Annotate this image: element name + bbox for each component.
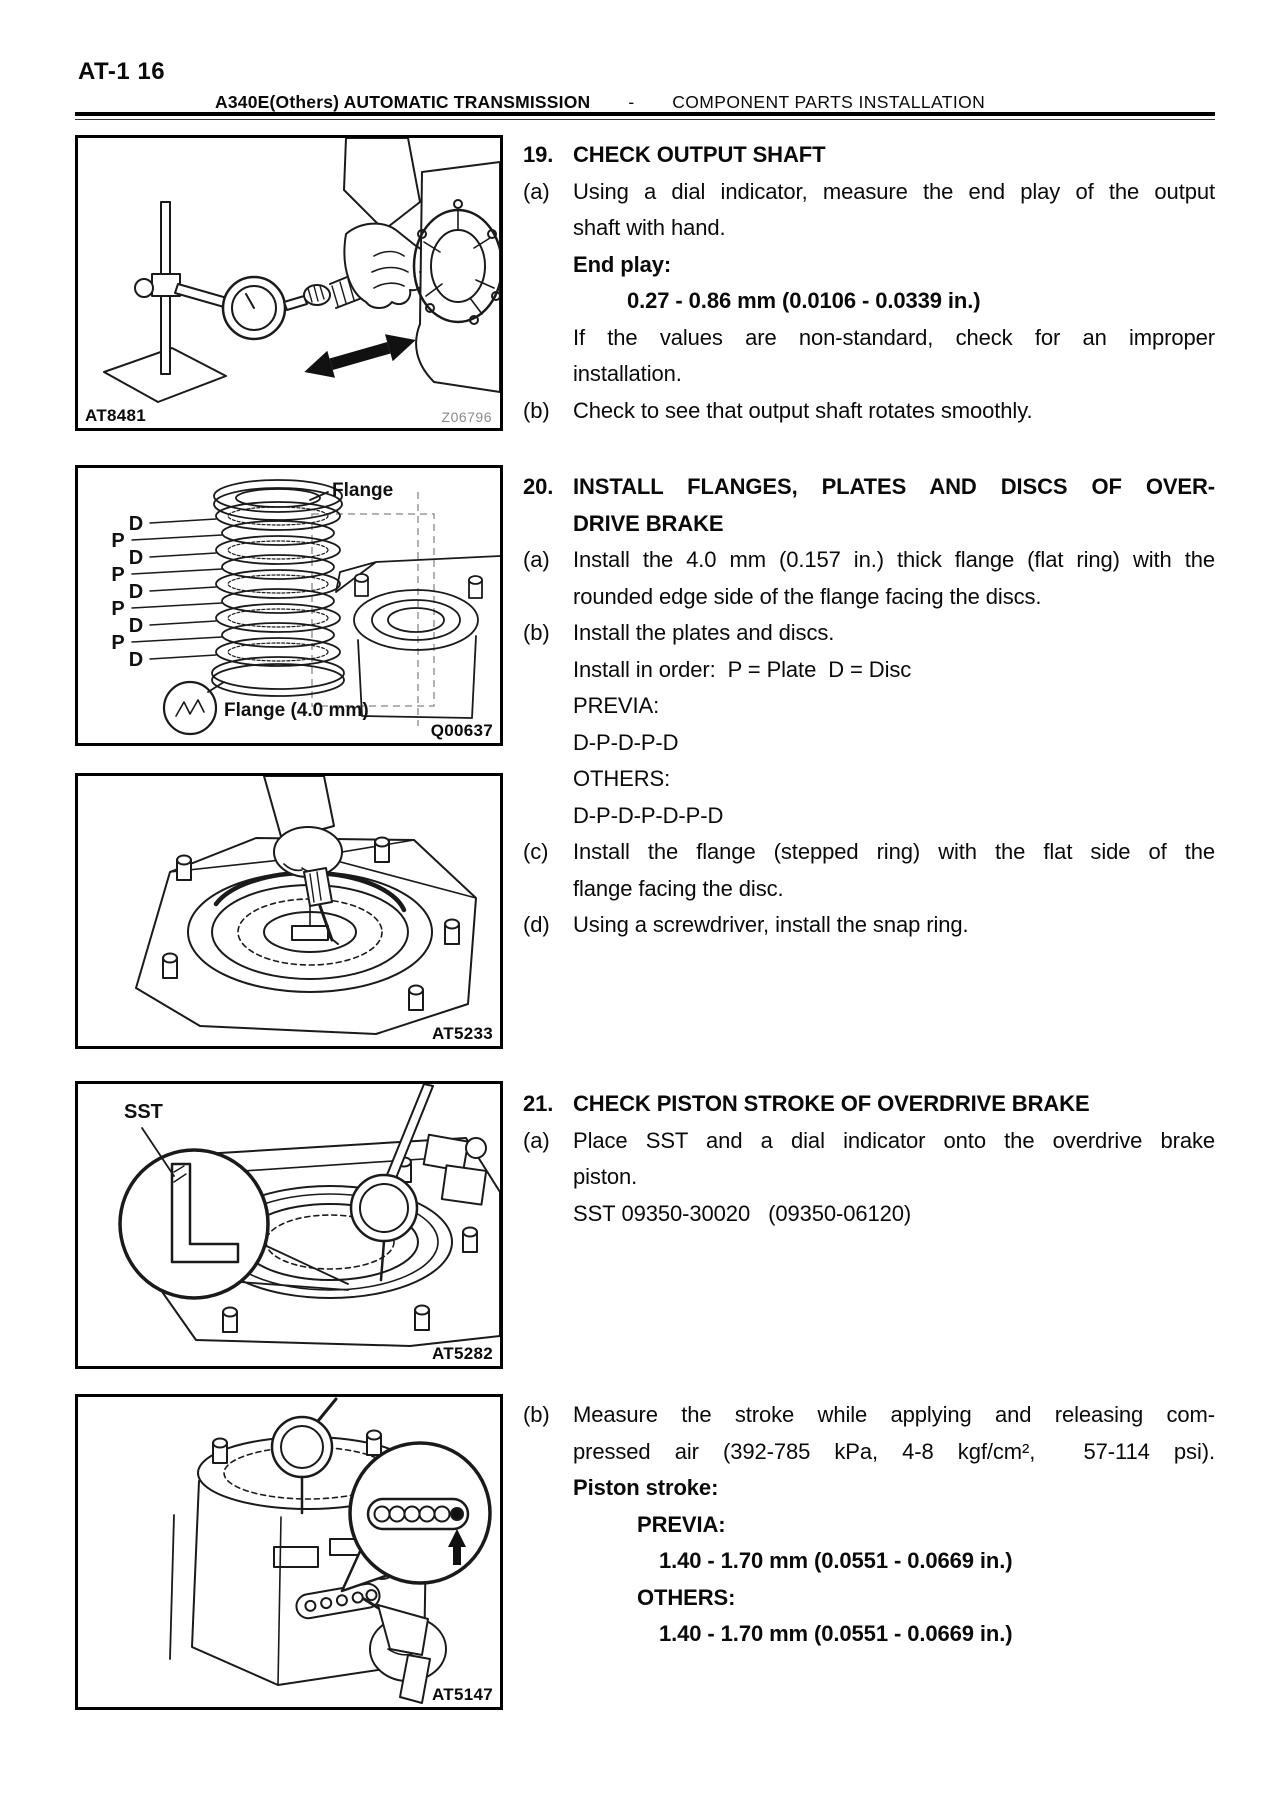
running-header-model: A340E(Others) AUTOMATIC TRANSMISSION xyxy=(215,92,591,112)
spec-value: 1.40 - 1.70 mm (0.0551 - 0.0669 in.) xyxy=(659,1548,1013,1573)
list-marker: (a) xyxy=(523,178,550,204)
sst-label: SST xyxy=(124,1101,163,1123)
section-heading xyxy=(523,137,1215,174)
text-line: rounded edge side of the flange facing the discs. xyxy=(573,583,1042,609)
spec-variant: OTHERS: xyxy=(637,1584,736,1610)
figure-output-shaft-endplay xyxy=(75,135,503,431)
text-line: D-P-D-P-D xyxy=(573,729,679,755)
figure-code: AT5282 xyxy=(431,1344,493,1363)
text-line: (a) Place SST and a dial indicator onto the overdrive brake xyxy=(523,1123,1215,1160)
figure-code: AT5233 xyxy=(431,1024,493,1043)
page-number: AT-1 16 xyxy=(78,58,166,85)
flange-label: Flange xyxy=(332,480,394,501)
spec-variant: PREVIA: xyxy=(637,1511,726,1537)
text-line: PREVIA: xyxy=(573,693,660,718)
section-heading xyxy=(523,469,1215,506)
text-line: Install in order: P = Plate D = Disc xyxy=(573,656,912,682)
figure-snap-ring-install xyxy=(75,773,503,1049)
section-number: 20. xyxy=(523,474,554,499)
text-line: shaft with hand. xyxy=(573,215,726,240)
stack-label: D xyxy=(128,513,144,535)
section-heading-cont: DRIVE BRAKE xyxy=(573,510,724,536)
section-21b xyxy=(523,1397,1215,1653)
output-shaft-endplay-illustration xyxy=(78,138,500,428)
section-heading xyxy=(523,1086,1215,1123)
stack-label: P xyxy=(111,564,125,586)
heading-text: CHECK PISTON STROKE OF OVERDRIVE BRAKE xyxy=(573,1091,1090,1116)
figure-code: Q00637 xyxy=(430,721,493,740)
snap-ring-install-illustration xyxy=(78,776,500,1046)
text-line: pressed air (392-785 kPa, 4-8 kgf/cm², 57-114 psi). xyxy=(573,1438,1215,1464)
text-line: (b) Install the plates and discs. xyxy=(523,615,1215,652)
spec-label: Piston stroke: xyxy=(573,1475,719,1500)
figure-code: AT8481 xyxy=(85,406,147,425)
stack-label: P xyxy=(111,530,125,552)
figure-air-stroke-measure xyxy=(75,1394,503,1710)
section-number: 19. xyxy=(523,142,554,167)
list-marker: (a) xyxy=(523,1127,550,1153)
list-marker: (b) xyxy=(523,620,550,645)
stack-label: D xyxy=(128,581,144,603)
list-marker: (b) xyxy=(523,1402,550,1427)
text-line: D-P-D-P-D-P-D xyxy=(573,802,724,828)
text-line: (a) Using a dial indicator, measure the end play of the output xyxy=(523,174,1215,211)
heading-text: INSTALL FLANGES, PLATES AND DISCS OF OVER- xyxy=(573,474,1215,499)
spec-label: End play: xyxy=(573,251,672,277)
figure-code-secondary: Z06796 xyxy=(441,409,492,425)
spec-value: 0.27 - 0.86 mm (0.0106 - 0.0339 in.) xyxy=(627,288,981,313)
text-line: (a) Install the 4.0 mm (0.157 in.) thick flange (flat ring) with the xyxy=(523,542,1215,579)
text-line: (c) Install the flange (stepped ring) with the flat side of the xyxy=(523,834,1215,871)
running-header-separator: - xyxy=(628,92,635,112)
running-header xyxy=(215,92,985,113)
brake-disc-stack-illustration xyxy=(78,468,500,743)
list-marker: (a) xyxy=(523,547,550,572)
list-marker: (b) xyxy=(523,397,550,423)
text-line: If the values are non-standard, check for an improper xyxy=(573,324,1215,350)
text-line: (b) Measure the stroke while applying and releasing com- xyxy=(523,1397,1215,1434)
stack-label: D xyxy=(128,615,144,637)
air-stroke-measure-illustration xyxy=(78,1397,500,1707)
text-line: (b) Check to see that output shaft rotates smoothly. xyxy=(523,393,1215,430)
stack-label: P xyxy=(111,632,125,654)
text-line: flange facing the disc. xyxy=(573,875,784,901)
header-rule-thin xyxy=(75,119,1215,120)
text-line: piston. xyxy=(573,1164,638,1189)
sst-number-line: SST 09350-30020 (09350-06120) xyxy=(573,1200,912,1226)
list-marker: (c) xyxy=(523,839,549,864)
header-rule xyxy=(75,112,1215,116)
stack-label: P xyxy=(111,598,125,620)
stack-label: D xyxy=(128,649,144,671)
section-19 xyxy=(523,137,1215,429)
section-21 xyxy=(523,1086,1215,1232)
text-line: OTHERS: xyxy=(573,766,671,791)
figure-brake-disc-stack xyxy=(75,465,503,746)
double-arrow-icon xyxy=(300,327,419,386)
stack-label: D xyxy=(128,547,144,569)
flange-bottom-label: Flange (4.0 mm) xyxy=(224,700,369,721)
section-20 xyxy=(523,469,1215,944)
figure-sst-dial-indicator xyxy=(75,1081,503,1369)
list-marker: (d) xyxy=(523,912,550,937)
sst-dial-indicator-illustration xyxy=(78,1084,500,1366)
running-header-section: COMPONENT PARTS INSTALLATION xyxy=(672,92,986,112)
text-line: (d) Using a screwdriver, install the snap ring. xyxy=(523,907,1215,944)
section-number: 21. xyxy=(523,1091,554,1116)
heading-text: CHECK OUTPUT SHAFT xyxy=(573,142,826,167)
figure-code: AT5147 xyxy=(431,1685,493,1704)
spec-value: 1.40 - 1.70 mm (0.0551 - 0.0669 in.) xyxy=(659,1621,1013,1646)
text-line: installation. xyxy=(573,361,682,386)
